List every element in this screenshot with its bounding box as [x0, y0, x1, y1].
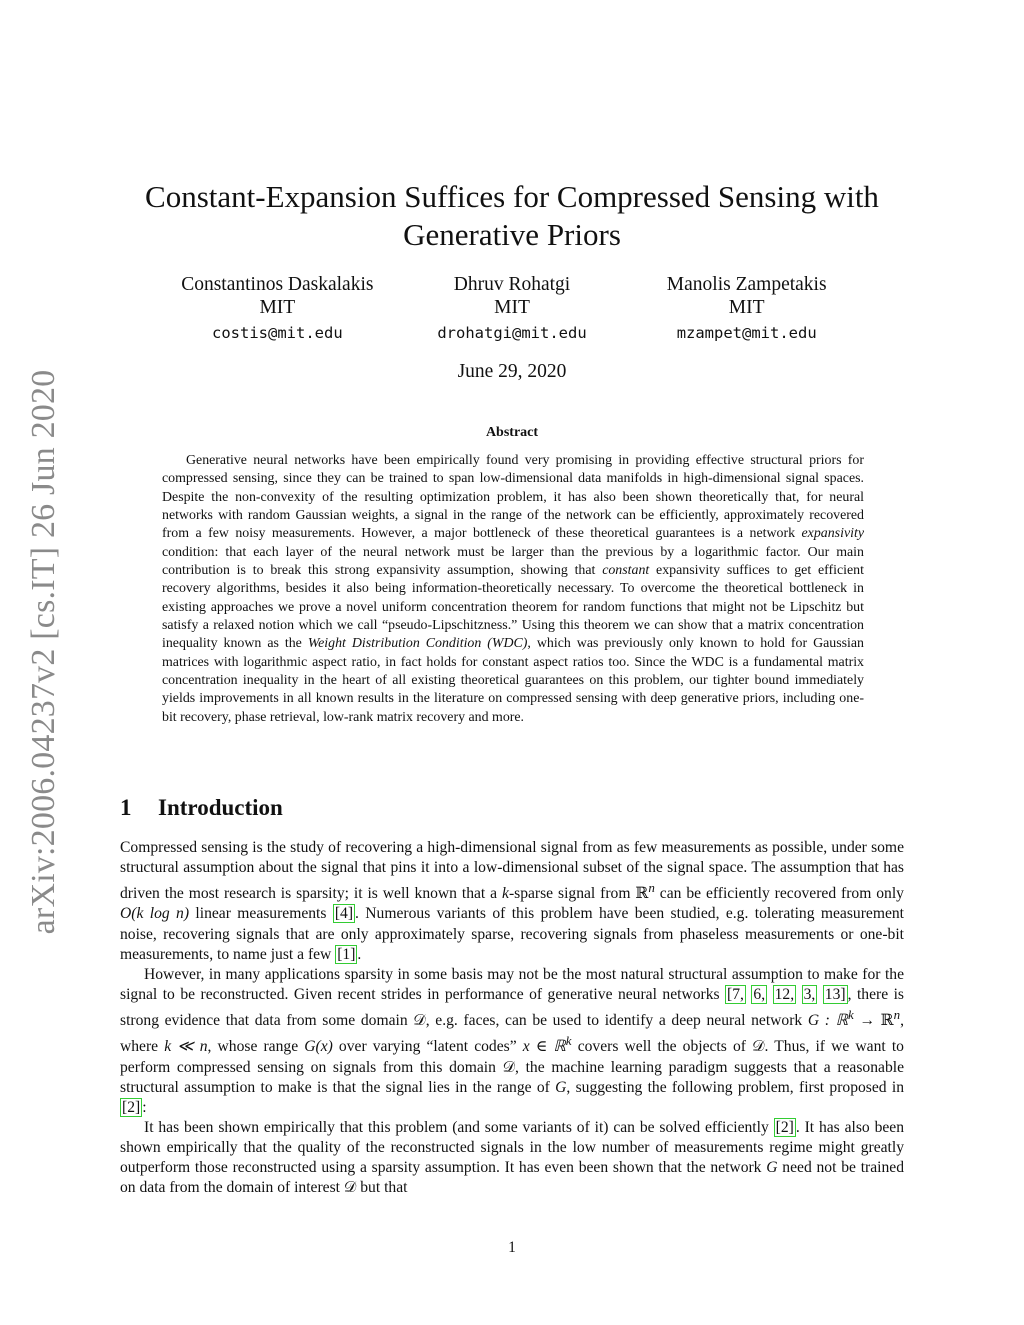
section-heading-introduction: [120, 795, 283, 821]
introduction-body: [120, 838, 904, 1198]
section-number: 1: [120, 795, 132, 820]
intro-paragraph-2: However, in many applications sparsity in some basis may not be the most natural structural assumption to make for the signal to be reconstructed. Given recent strides in performance of generative neural networks [7, 6, 12, 3, 13] , there is strong evidence that data from some domain 𝒟, e.g. faces, can be used to identify a deep neural network G : ℝ$^k$ → ℝ$^n$, where k ≪ n, whose range G(x) over varying “latent codes” x ∈ ℝ$^k$ covers well the objects of 𝒟. Thus, if we want to perform compressed sensing on signals from this domain 𝒟, the machine learning paradigm suggests that a reasonable structural assumption to make is that the signal lies in the range of G, suggesting the following problem, first proposed in [2] :: [120, 965, 905, 1116]
citation-link[interactable]: 12,: [774, 985, 795, 1003]
emphasis-expansivity: expansivity: [801, 526, 864, 542]
page-number: 1: [508, 1239, 516, 1256]
author-email[interactable]: mzampet@mit.edu: [676, 324, 817, 342]
author-block: [160, 273, 864, 345]
author-1: [160, 273, 395, 345]
arxiv-identifier-stamp: arXiv:2006.04237v2 [cs.IT] 26 Jun 2020: [25, 369, 62, 935]
author-2: [395, 273, 630, 345]
citation-link[interactable]: 13]: [824, 985, 846, 1003]
intro-paragraph-3: It has been shown empirically that this problem (and some variants of it) can be solved efficiently [2] . It has also been shown empirically that the quality of the reconstructed signals in the low number of measurements regime might greatly outperform those reconstructed using a sparsity assumption. It has even been shown that the network G need not be trained on data from the domain of interest 𝒟 but that: [120, 1118, 905, 1197]
paper-title: Constant-Expansion Suffices for Compressed Sensing with Generative Priors: [145, 179, 879, 252]
intro-paragraph-1: Compressed sensing is the study of recovering a high-dimensional signal from as few measurements as possible, under some structural assumption about the signal that pins it into a low-dimensional subset of the signal space. The assumption that has driven the most research is sparsity; it is well known that a k-sparse signal from ℝ$^n$ can be efficiently recovered from only O(k log n) linear measurements [4] . Numerous variants of this problem have been studied, e.g. tolerating measurement noise, recovering signals that are only approximately sparse, recovering signals from phaseless measurements or one-bit measurements, to name just a few [1] .: [120, 839, 904, 963]
author-affiliation: MIT: [728, 297, 765, 318]
author-name: Manolis Zampetakis: [666, 274, 827, 295]
citation-link[interactable]: [2]: [122, 1098, 141, 1116]
citation-link[interactable]: [7,: [727, 985, 744, 1003]
citation-link[interactable]: 3,: [803, 985, 816, 1003]
author-3: [629, 273, 864, 345]
big-o-expression: O(k log n): [120, 905, 190, 923]
author-affiliation: MIT: [259, 297, 296, 318]
section-title: Introduction: [158, 795, 283, 820]
citation-link[interactable]: [1]: [337, 945, 356, 963]
abstract-heading: Abstract: [485, 425, 539, 440]
author-affiliation: MIT: [494, 297, 530, 318]
author-email[interactable]: drohatgi@mit.edu: [437, 324, 587, 342]
abstract-text: Generative neural networks have been empirically found very promising in providing effective structural priors for compressed sensing, since they can be trained to span low-dimensional data manifolds in high-dimensional signal spaces. Despite the non-convexity of the resulting optimization problem, it has also been shown theoretically that, for neural networks with random Gaussian weights, a signal in the range of the network can be efficiently, approximately recovered from a few noisy measurements. However, a major bottleneck of these theoretical guarantees is a network expansivity condition: that each layer of the neural network must be larger than the previous by a logarithmic factor. Our main contribution is to break this strong expansivity assumption, showing that constant expansivity suffices to get efficient recovery algorithms, besides it also being information-theoretically necessary. To overcome the theoretical bottleneck in existing approaches we prove a novel uniform concentration theorem for random functions that might not be Lipschitz but satisfy a relaxed notion which we call “pseudo-Lipschitzness.” Using this theorem we can show that a matrix concentration inequality known as the Weight Distribution Condition (WDC), which was previously only known to hold for Gaussian matrices with logarithmic aspect ratio, in fact holds for constant aspect ratios too. Since the WDC is a fundamental matrix concentration inequality in the heart of all existing theoretical guarantees on this problem, our tighter bound immediately yields improvements in all known results in the literature on compressed sensing with deep generative priors, including one-bit recovery, phase retrieval, low-rank matrix recovery and more.: [162, 453, 864, 725]
author-email[interactable]: costis@mit.edu: [212, 324, 343, 342]
citation-link[interactable]: [2]: [775, 1118, 794, 1136]
author-name: Constantinos Daskalakis: [181, 274, 374, 295]
publication-date: June 29, 2020: [457, 361, 567, 382]
citation-link[interactable]: 6,: [753, 985, 766, 1003]
emphasis-wdc: Weight Distribution Condition (WDC): [307, 636, 528, 652]
citation-link[interactable]: [4]: [334, 905, 354, 923]
emphasis-constant: constant: [602, 563, 650, 579]
author-name: Dhruv Rohatgi: [453, 274, 571, 295]
